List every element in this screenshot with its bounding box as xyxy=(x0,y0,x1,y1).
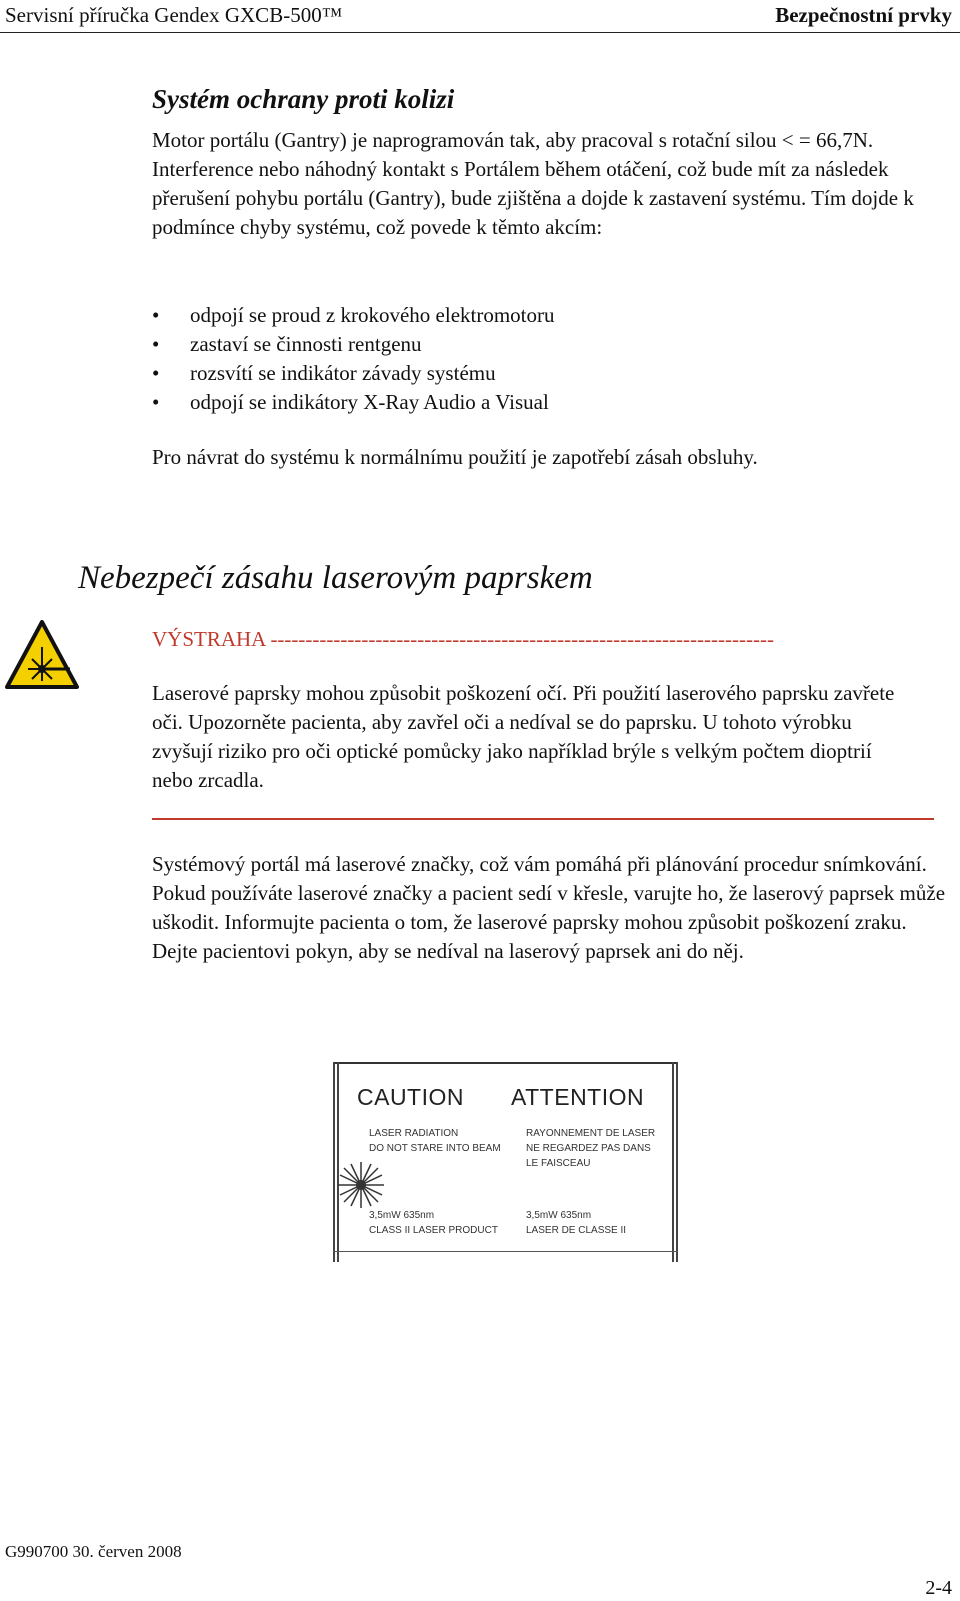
label-fr-class: 3,5mW 635nm LASER DE CLASSE II xyxy=(526,1210,627,1236)
collision-closing: Pro návrat do systému k normálnímu použití je zapotřebí zásah obsluhy. xyxy=(152,445,758,469)
label-frame-bottom xyxy=(333,1251,678,1252)
section-title-collision: Systém ochrany proti kolizi xyxy=(152,84,455,114)
header-manual-title: Servisní příručka Gendex GXCB-500™ xyxy=(5,3,343,27)
label-en-radiation: LASER RADIATION DO NOT STARE INTO BEAM xyxy=(369,1128,501,1154)
list-item: • rozsvítí se indikátor závady systému xyxy=(152,359,555,388)
warning-dashes: ------------------------------------------------------------------------ xyxy=(270,627,774,651)
label-attention-title: ATTENTION xyxy=(511,1084,645,1110)
laser-caution-label xyxy=(333,1062,678,1257)
collision-paragraph: Motor portálu (Gantry) je naprogramován tak, aby pracoval s rotační silou < = 66,7N. Interference nebo náhodný kontakt s Portálem během otáčení, což bude mít za následek přerušení pohybu portálu (Gantry), bude zjištěna a dojde k zastavení systému. Tím dojde k podmínce chyby systému, což povede k těmto akcím: xyxy=(152,128,914,239)
action-list xyxy=(152,301,555,417)
laser-burst-icon xyxy=(336,1160,386,1210)
list-item: • odpojí se proud z krokového elektromotoru xyxy=(152,301,555,330)
label-frame-top xyxy=(333,1062,678,1068)
laser-paragraph: Systémový portál má laserové značky, což vám pomáhá při plánování procedur snímkování. Pokud používáte laserové značky a pacient sedí v křesle, varujte ho, že laserový paprsek může uškodit. Informujte pacienta o tom, že laserové paprsky mohou způsobit poškození zraku. Dejte pacientovi pokyn, aby se nedíval na laserový paprsek ani do něj. xyxy=(152,852,946,963)
list-item: • zastaví se činnosti rentgenu xyxy=(152,330,555,359)
header-section-title: Bezpečnostní prvky xyxy=(775,3,952,27)
label-en-class: 3,5mW 635nm CLASS II LASER PRODUCT xyxy=(369,1210,498,1236)
list-item: • odpojí se indikátory X-Ray Audio a Visual xyxy=(152,388,555,417)
laser-warning-icon xyxy=(4,619,80,691)
warning-text: Laserové paprsky mohou způsobit poškození očí. Při použití laserového paprsku zavřete oči. Upozorněte pacienta, aby zavřel oči a nedíval se do paprsku. U tohoto výrobku zvyšují riziko pro oči optické pomůcky jako například brýle s velkým počtem dioptrií nebo zrcadla. xyxy=(152,681,895,792)
footer-doc-id: G990700 30. červen 2008 xyxy=(5,1542,182,1561)
warning-divider xyxy=(152,818,934,820)
section-title-laser: Nebezpečí zásahu laserovým paprskem xyxy=(78,560,593,596)
label-caution-title: CAUTION xyxy=(357,1084,464,1110)
label-fr-radiation: RAYONNEMENT DE LASER NE REGARDEZ PAS DANS LE FAISCEAU xyxy=(526,1128,656,1169)
warning-heading xyxy=(152,627,774,652)
label-frame-right xyxy=(667,1062,678,1262)
page-header xyxy=(0,0,960,33)
warning-label: VÝSTRAHA xyxy=(152,627,266,651)
footer-page-number: 2-4 xyxy=(925,1577,952,1599)
